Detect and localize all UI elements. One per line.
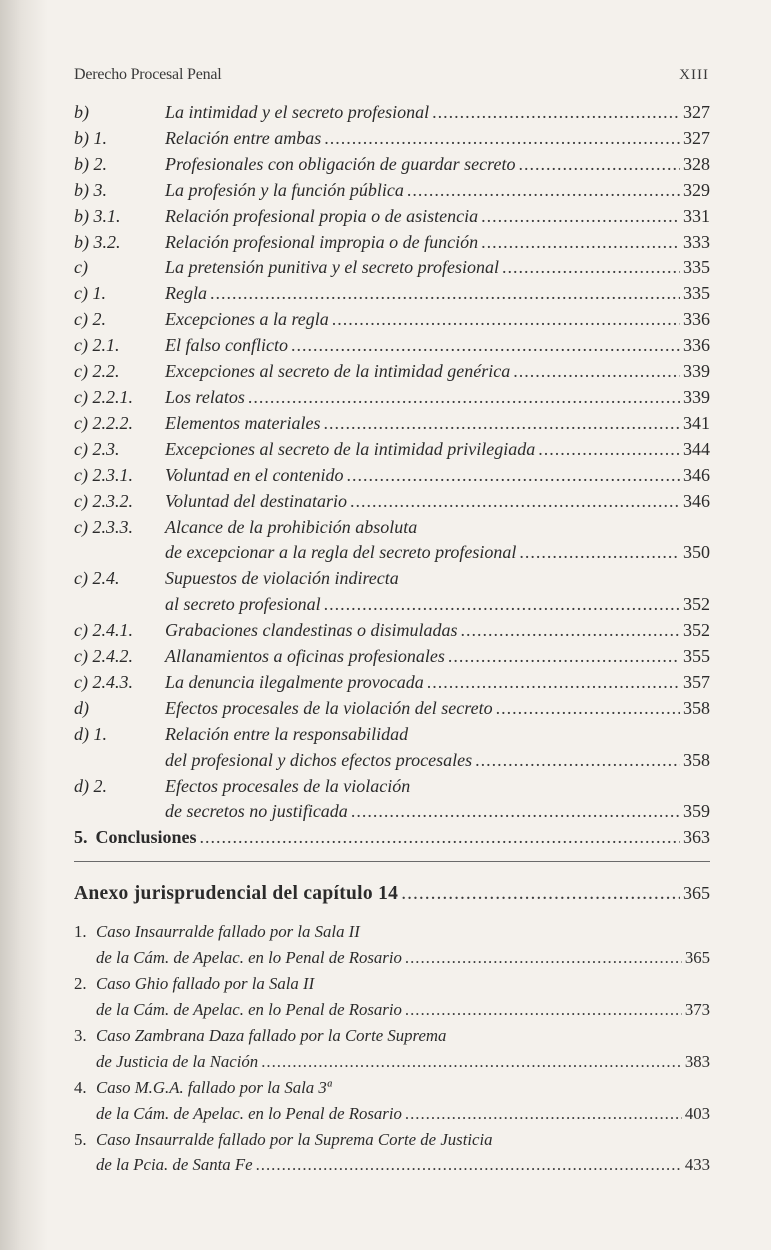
toc-entry-title: Allanamientos a oficinas profesionales	[165, 646, 445, 667]
toc-entry-number: c) 2.3.3.	[74, 516, 133, 537]
toc-entry[interactable]	[74, 359, 710, 385]
dot-leader	[405, 1101, 682, 1127]
annex-case-list	[74, 919, 710, 1178]
toc-entry-title: Efectos procesales de la violación del secreto	[165, 697, 493, 718]
dot-leader	[432, 100, 680, 126]
toc-entry-title: de la Cám. de Apelac. en lo Penal de Rosario	[96, 948, 402, 968]
dot-leader	[346, 463, 680, 489]
toc-entry-page: 329	[683, 179, 710, 200]
toc-entry-title: Relación profesional propia o de asistencia	[165, 205, 479, 226]
toc-entry-page: 365	[684, 948, 710, 968]
toc-entry-page: 333	[683, 231, 710, 252]
toc-entry-page: 346	[683, 464, 710, 485]
toc-entry-page: 403	[684, 1103, 710, 1123]
toc-entry-title: Elementos materiales	[165, 412, 321, 433]
toc-entry-title: El falso conflicto	[165, 335, 288, 356]
toc-entry-title: Voluntad del destinatario	[165, 490, 347, 511]
toc-entry[interactable]	[74, 463, 710, 489]
toc-entry-page: 327	[683, 127, 710, 148]
toc-entry[interactable]	[74, 774, 710, 826]
toc-entry-title: Los relatos	[165, 386, 245, 407]
toc-entry-number: d)	[74, 697, 89, 718]
toc-entry-title: al secreto profesional	[165, 594, 321, 615]
toc-entry-title: Relación entre la responsabilidad	[165, 723, 409, 744]
dot-leader	[351, 799, 680, 825]
toc-entry-number: c) 2.4.	[74, 568, 120, 589]
toc-entry-number: 5.	[74, 827, 88, 848]
toc-entry-page: 363	[683, 827, 710, 848]
toc-entry[interactable]	[74, 722, 710, 774]
toc-entry-number: c) 2.4.3.	[74, 671, 133, 692]
dot-leader	[461, 618, 681, 644]
annex-case-entry[interactable]	[74, 1075, 710, 1127]
toc-entry-number: b) 1.	[74, 127, 107, 148]
toc-entry-number: 5.	[74, 1129, 87, 1149]
toc-entry-title: La profesión y la función pública	[165, 179, 404, 200]
dot-leader	[448, 644, 680, 670]
toc-entry-title: Conclusiones	[95, 827, 197, 848]
annex-page: 365	[683, 883, 710, 904]
toc-entry-title: La intimidad y el secreto profesional	[165, 102, 430, 122]
toc-entry-page: 358	[683, 697, 710, 718]
toc-entry-number: b) 3.	[74, 179, 107, 200]
dot-leader	[332, 307, 680, 333]
toc-entry-number: c)	[74, 257, 88, 278]
toc-entry-number: c) 2.4.1.	[74, 620, 133, 641]
toc-entry-number: c) 1.	[74, 283, 106, 304]
toc-entry-page: 355	[683, 646, 710, 667]
toc-entry-title: de secretos no justificada	[165, 801, 348, 822]
toc-entry[interactable]	[74, 152, 710, 178]
toc-entry-page: 383	[684, 1051, 710, 1071]
dot-leader	[481, 230, 680, 256]
toc-entry-number: c) 2.4.2.	[74, 646, 133, 667]
annex-case-entry[interactable]	[74, 919, 710, 971]
toc-entry-page: 359	[683, 801, 710, 822]
toc-entry-title: Profesionales con obligación de guardar secreto	[165, 153, 516, 174]
toc-entry-number: 3.	[74, 1025, 87, 1045]
dot-leader	[427, 670, 680, 696]
annex-case-entry[interactable]	[74, 1023, 710, 1075]
dot-leader	[256, 1152, 682, 1178]
toc-entry-title: de la Cám. de Apelac. en lo Penal de Rosario	[96, 1103, 402, 1123]
toc-entry[interactable]	[74, 230, 710, 256]
dot-leader	[496, 696, 680, 722]
toc-entry-page: 373	[684, 1000, 710, 1019]
toc-entry-number: b) 3.1.	[74, 205, 121, 226]
dot-leader	[475, 748, 680, 774]
toc-entry-number: 4.	[74, 1077, 87, 1097]
page-gutter-shadow	[0, 0, 48, 1250]
dot-leader	[210, 281, 680, 307]
toc-entry[interactable]	[74, 411, 710, 437]
dot-leader	[405, 945, 682, 971]
toc-entry-title: Caso M.G.A. fallado por la Sala 3ª	[96, 1077, 332, 1097]
toc-entry-number: c) 2.3.2.	[74, 490, 133, 511]
toc-entry-number: c) 2.2.1.	[74, 386, 133, 407]
toc-entry[interactable]	[74, 333, 710, 359]
section-divider	[74, 861, 710, 862]
dot-leader	[291, 333, 680, 359]
toc-entry-title: Caso Insaurralde fallado por la Suprema Corte de Justicia	[96, 1129, 493, 1149]
toc-entry-number: c) 2.3.	[74, 438, 120, 459]
toc-entry[interactable]	[74, 307, 710, 333]
running-header	[74, 66, 709, 84]
toc-entry-page: 346	[683, 490, 710, 511]
dot-leader	[481, 204, 680, 230]
toc-entry-page: 331	[683, 205, 710, 226]
toc-entry-title: de excepcionar a la regla del secreto profesional	[165, 542, 517, 563]
toc-entry[interactable]	[74, 204, 710, 230]
annex-heading[interactable]	[74, 878, 710, 909]
toc-entry-page: 335	[683, 257, 710, 278]
toc-entry-number: c) 2.	[74, 309, 106, 330]
toc-entry-page: 339	[683, 361, 710, 382]
toc-entry-page: 358	[683, 749, 710, 770]
toc-entry-number: 2.	[74, 974, 87, 994]
dot-leader	[401, 879, 680, 909]
toc-entry-page: 327	[683, 102, 710, 122]
toc-entry-page: 433	[684, 1155, 710, 1175]
toc-entry-page: 339	[683, 386, 710, 407]
toc-entry-page: 357	[683, 671, 710, 692]
toc-entry-number: c) 2.2.2.	[74, 412, 133, 433]
toc-entry-title: Caso Ghio fallado por la Sala II	[96, 974, 315, 994]
toc-entry-page: 328	[683, 153, 710, 174]
toc-entry-number: b)	[74, 102, 89, 122]
running-title: Derecho Procesal Penal	[74, 66, 222, 83]
toc-entry-number: d) 1.	[74, 723, 107, 744]
dot-leader	[324, 592, 680, 618]
toc-entry-title: de la Pcia. de Santa Fe	[96, 1155, 253, 1175]
table-of-contents	[74, 100, 710, 1178]
toc-entry[interactable]	[74, 100, 710, 126]
toc-entry-title: de la Cám. de Apelac. en lo Penal de Rosario	[96, 1000, 402, 1019]
toc-entries	[74, 100, 710, 825]
dot-leader	[324, 126, 680, 152]
toc-entry-number: b) 3.2.	[74, 231, 121, 252]
dot-leader	[248, 385, 680, 411]
toc-entry[interactable]	[74, 618, 710, 644]
toc-entry[interactable]	[74, 566, 710, 618]
toc-entry-number: c) 2.2.	[74, 361, 120, 382]
dot-leader	[519, 540, 680, 566]
toc-entry[interactable]	[74, 281, 710, 307]
annex-case-entry[interactable]	[74, 1127, 710, 1179]
toc-entry-title: Supuestos de violación indirecta	[165, 568, 399, 589]
toc-entry-page: 352	[683, 620, 710, 641]
toc-entry[interactable]	[74, 255, 710, 281]
toc-entry-title: Excepciones al secreto de la intimidad genérica	[165, 361, 511, 382]
toc-entry-title: Caso Zambrana Daza fallado por la Corte Suprema	[96, 1025, 447, 1045]
toc-entry-title: Relación profesional impropia o de función	[165, 231, 479, 252]
toc-entry-title: Alcance de la prohibición absoluta	[165, 516, 418, 537]
toc-entry-title: Excepciones al secreto de la intimidad privilegiada	[165, 438, 536, 459]
toc-entry[interactable]	[74, 489, 710, 515]
dot-leader	[538, 437, 680, 463]
toc-entry[interactable]	[74, 178, 710, 204]
page-folio: XIII	[679, 67, 709, 83]
toc-entry-title: Grabaciones clandestinas o disimuladas	[165, 620, 458, 641]
toc-entry[interactable]	[74, 644, 710, 670]
toc-entry-page: 341	[683, 412, 710, 433]
toc-entry-title: La denuncia ilegalmente provocada	[165, 671, 424, 692]
toc-entry-page: 336	[683, 309, 710, 330]
toc-entry[interactable]	[74, 696, 710, 722]
toc-entry-title: Caso Insaurralde fallado por la Sala II	[96, 922, 360, 942]
dot-leader	[350, 489, 680, 515]
toc-entry-number: d) 2.	[74, 775, 107, 796]
dot-leader	[502, 255, 680, 281]
dot-leader	[261, 1049, 682, 1075]
toc-section-conclusiones[interactable]	[74, 825, 710, 851]
dot-leader	[405, 997, 682, 1023]
toc-entry[interactable]	[74, 385, 710, 411]
toc-entry-title: Efectos procesales de la violación	[165, 775, 411, 796]
dot-leader	[407, 178, 680, 204]
toc-entry-page: 344	[683, 438, 710, 459]
toc-entry-number: b) 2.	[74, 153, 107, 174]
annex-title: Anexo jurisprudencial del capítulo 14	[74, 883, 399, 905]
toc-entry-title: Relación entre ambas	[165, 127, 322, 148]
toc-entry-title: Excepciones a la regla	[165, 309, 329, 330]
dot-leader	[200, 825, 680, 851]
toc-entry-title: Voluntad en el contenido	[165, 464, 344, 485]
toc-entry-page: 350	[683, 542, 710, 563]
toc-entry-page: 352	[683, 594, 710, 615]
dot-leader	[323, 411, 680, 437]
toc-entry-number: 1.	[74, 922, 87, 942]
toc-entry-number: c) 2.1.	[74, 335, 120, 356]
dot-leader	[518, 152, 680, 178]
annex-case-entry[interactable]	[74, 971, 710, 1023]
toc-entry-title: La pretensión punitiva y el secreto profesional	[165, 257, 499, 278]
toc-entry-title: Regla	[165, 283, 207, 304]
toc-entry[interactable]	[74, 670, 710, 696]
toc-entry-title: de Justicia de la Nación	[96, 1051, 259, 1071]
toc-entry-page: 335	[683, 283, 710, 304]
dot-leader	[513, 359, 680, 385]
toc-entry[interactable]	[74, 126, 710, 152]
toc-entry-title: del profesional y dichos efectos procesales	[165, 749, 473, 770]
toc-entry-page: 336	[683, 335, 710, 356]
toc-entry[interactable]	[74, 515, 710, 567]
toc-entry-number: c) 2.3.1.	[74, 464, 133, 485]
toc-entry[interactable]	[74, 437, 710, 463]
